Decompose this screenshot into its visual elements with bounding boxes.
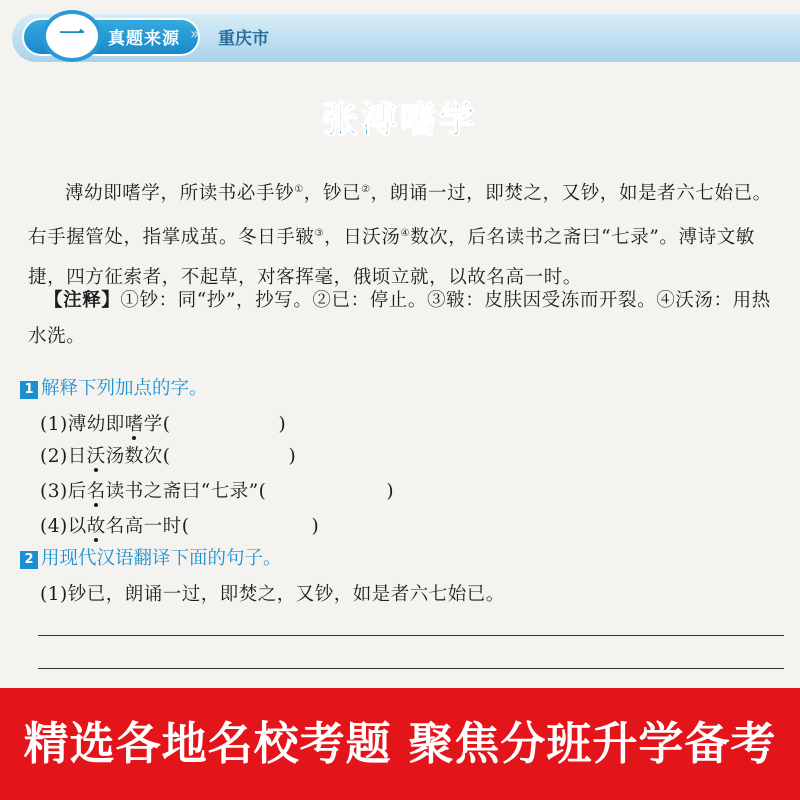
answer-line[interactable] xyxy=(38,668,784,669)
annotation-notes xyxy=(28,283,772,355)
notes-label: 【注释】 xyxy=(44,290,121,311)
question-1-item-3 xyxy=(40,477,394,503)
item-text: 名高一时( xyxy=(105,516,190,537)
section-number-badge: 一 xyxy=(42,10,102,62)
item-text: (3)后 xyxy=(40,481,87,502)
question-2-item-1 xyxy=(40,580,505,606)
passage-text: 溥幼即嗜学，所读书必手钞 xyxy=(65,183,295,205)
source-city: 重庆市 xyxy=(218,29,269,49)
item-text: 汤数次( xyxy=(105,446,171,467)
passage-text: ，钞已 xyxy=(303,183,362,205)
question-2 xyxy=(20,544,282,570)
passage-body xyxy=(28,170,772,298)
item-text: ) xyxy=(288,446,297,467)
question-1-item-2 xyxy=(40,442,296,468)
answer-line[interactable] xyxy=(38,635,784,636)
passage-title: 张溥嗜学 xyxy=(321,100,478,141)
question-1 xyxy=(20,374,208,400)
question-1-item-1 xyxy=(40,410,286,436)
item-text: ) xyxy=(311,516,320,537)
chevron-right-icon: » xyxy=(190,24,200,43)
dotted-character: 嗜 xyxy=(124,414,144,435)
footnote-mark: ② xyxy=(361,184,371,195)
dotted-character: 沃 xyxy=(86,446,106,467)
footnote-mark: ① xyxy=(294,184,304,195)
section-header xyxy=(0,0,800,68)
question-number-badge: 1 xyxy=(20,381,38,399)
dotted-character: 故 xyxy=(86,516,106,537)
footnote-mark: ④ xyxy=(400,228,411,240)
item-text: (1)溥幼即 xyxy=(40,414,125,435)
question-prompt: 用现代汉语翻译下面的句子。 xyxy=(41,548,282,569)
passage-text: ，日沃汤 xyxy=(324,227,401,249)
item-text: ) xyxy=(278,414,287,435)
question-prompt: 解释下列加点的字。 xyxy=(41,378,208,399)
question-number-badge: 2 xyxy=(20,551,38,569)
item-text: (1)钞已，朗诵一过，即焚之，又钞，如是者六七始已。 xyxy=(40,584,505,605)
passage-text: 数次，后名读书之斋曰“七录”。溥诗文敏捷，四方征索者，不起草，对客挥毫，俄顷立就，以故名高一时。 xyxy=(28,227,755,289)
item-text: (2)日 xyxy=(40,446,87,467)
dotted-character: 名 xyxy=(86,481,106,502)
item-text: ) xyxy=(386,481,395,502)
notes-text: ①钞：同“抄”，抄写。②已：停止。③皲：皮肤因受冻而开裂。④沃汤：用热水洗。 xyxy=(28,290,771,347)
item-text: (4)以 xyxy=(40,516,87,537)
passage-text: ，朗诵一过，即焚之，又钞，如是者六七始已。右手握管处，指掌成茧。冬日手皲 xyxy=(28,183,772,249)
footnote-mark: ③ xyxy=(314,228,325,240)
question-1-item-4 xyxy=(40,512,319,538)
promo-banner-text: 精选各地名校考题 聚焦分班升学备考 xyxy=(23,717,777,770)
item-text: 学( xyxy=(143,414,171,435)
source-tag: 真题来源 xyxy=(108,29,180,49)
item-text: 读书之斋曰“七录”( xyxy=(105,481,267,502)
